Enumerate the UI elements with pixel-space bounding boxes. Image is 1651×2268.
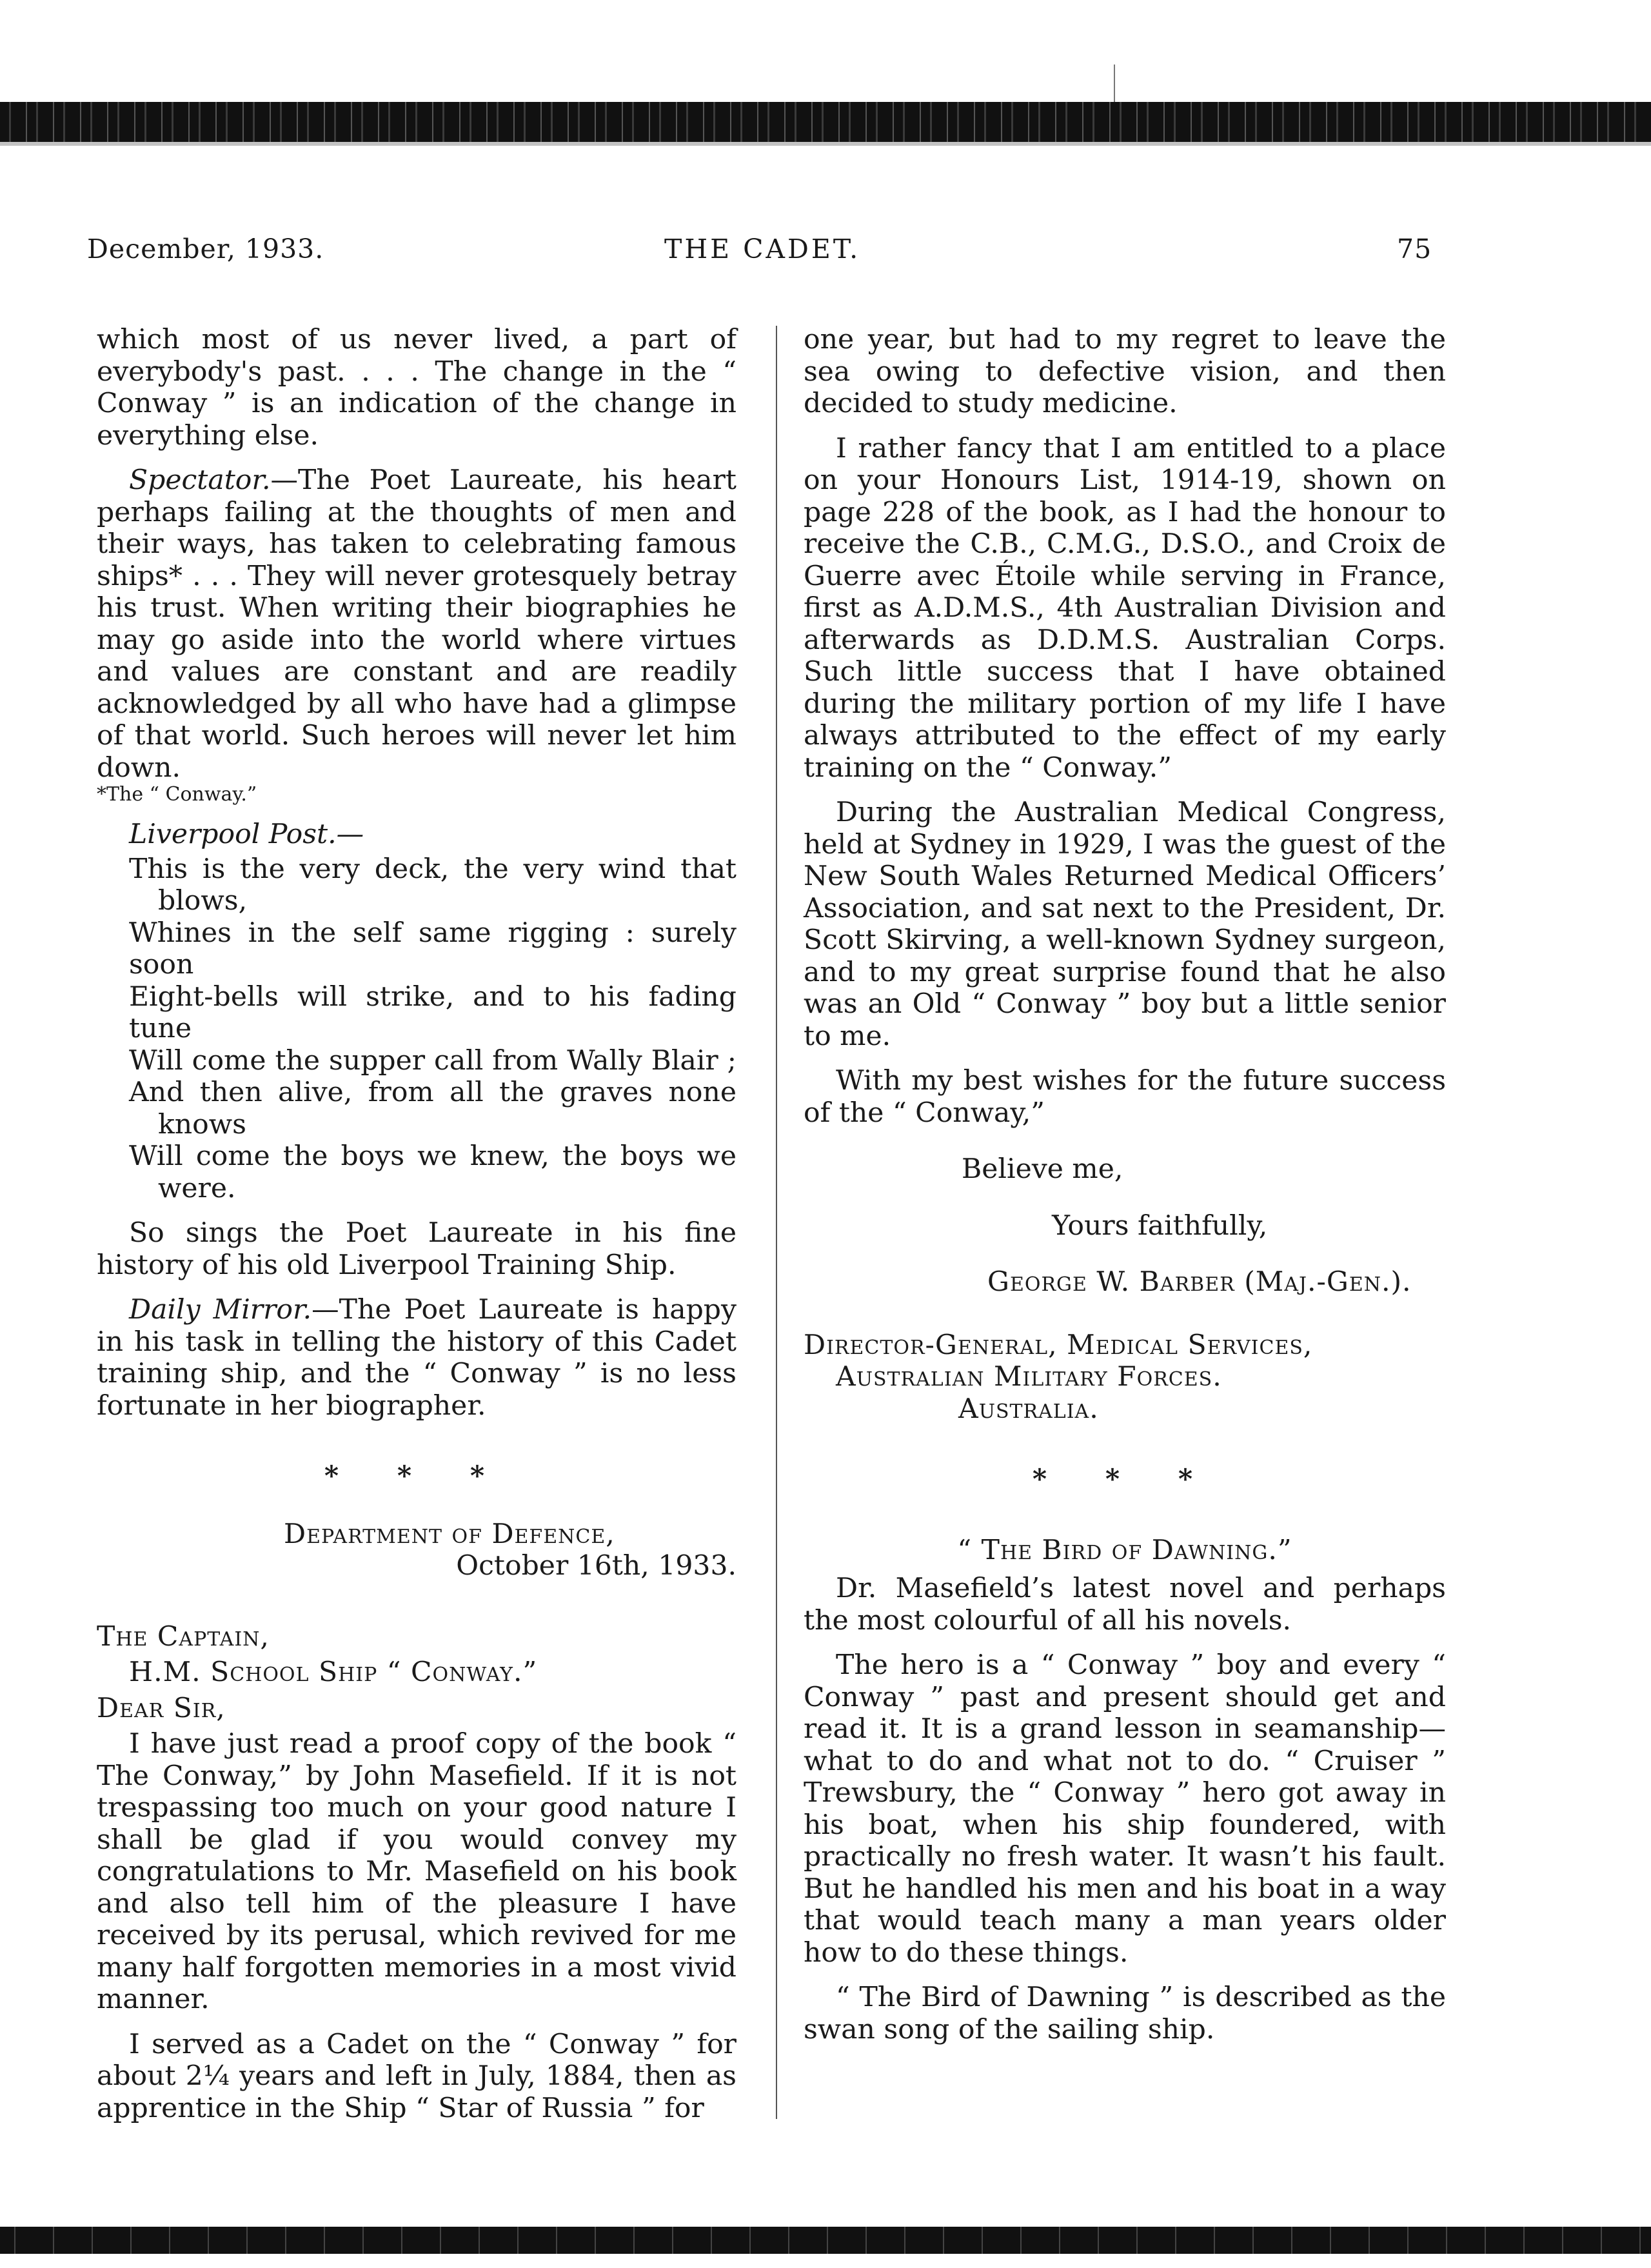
verse-line: This is the very deck, the very wind that — [129, 853, 737, 885]
quote-source-label: Liverpool Post.— — [129, 819, 364, 850]
letter-recipient-ship: H.M. School Ship “ Conway.” — [129, 1656, 538, 1688]
quote-text: —The Poet Laureate, his heart perhaps failing at the thoughts of men and their ways, has taken to celebrating famous ships* . . . They will never grotesquely betray his trust. When writing their biographies he may go aside into the world where virtues and values are constant and are readily acknowledged by all who have had a glimpse of that world. Such heroes will never let him down. — [97, 464, 737, 784]
quote-source: Daily Mirror. — [129, 1294, 312, 1326]
scan-mark — [1114, 65, 1115, 102]
signatory-title: Director-General, Medical Services, — [804, 1329, 1313, 1361]
header-date: December, 1933. — [87, 234, 324, 264]
section-separator: * * * — [324, 1460, 509, 1492]
paragraph: I served as a Cadet on the “ Conway ” for about 2¼ years and left in July, 1884, then as apprentice in the Ship “ Star of Russia ” for — [97, 2028, 737, 2124]
paragraph: During the Australian Medical Congress, held at Sydney in 1929, I was the guest of the New South Wales Returned Medical Officers’ Association, and sat next to the President, Dr. Scott Skirving, a well-known Sydney surgeon, and to my great surprise found that he also was an Old “ Conway ” boy but a little senior to me. — [804, 797, 1446, 1052]
signatory-title: Australian Military Forces. — [836, 1361, 1222, 1393]
header-title: THE CADET. — [664, 234, 861, 264]
quote-source — [97, 819, 737, 851]
section-heading: “ The Bird of Dawning.” — [957, 1534, 1292, 1566]
footnote: *The “ Conway.” — [97, 783, 257, 806]
verse-line: And then alive, from all the graves none — [129, 1077, 737, 1108]
verse-line: Will come the boys we knew, the boys we — [129, 1140, 737, 1172]
left-column — [97, 324, 737, 2124]
section-separator: * * * — [1032, 1463, 1218, 1495]
paragraph: I have just read a proof copy of the book “ The Conway,” by John Masefield. If it is not trespassing too much on your good nature I shall be glad if you would convey my congratulations to Mr. Masefield on his book and also tell him of the pleasure I have received by its perusal, which revived for me many half forgotten memories in a most vivid manner. — [97, 1728, 737, 2015]
signatory-title: Australia. — [958, 1393, 1099, 1425]
verse-line: Will come the supper call from Wally Blair ; — [129, 1044, 737, 1077]
paragraph: So sings the Poet Laureate in his fine history of his old Liverpool Training Ship. — [97, 1217, 737, 1281]
paragraph: I rather fancy that I am entitled to a place on your Honours List, 1914-19, shown on page 228 of the book, as I had the honour to receive the C.B., C.M.G., D.S.O., and Croix de Guerre avec Étoile while serving in France, first as A.D.M.S., 4th Australian Division and afterwards as D.D.M.S. Australian Corps. Such little success that I have obtained during the military portion of my life I have always attributed to the effect of my early training on the “ Conway.” — [804, 432, 1446, 784]
letter-signature: George W. Barber (Maj.-Gen.). — [987, 1266, 1412, 1298]
top-border-rule — [0, 102, 1651, 142]
paragraph: The hero is a “ Conway ” boy and every “ Conway ” past and present should get and read it. It is a grand lesson in seamanship—what to do and what not to do. “ Cruiser ” Trewsbury, the “ Conway ” hero got away in his boat, when his ship foundered, with practically no fresh water. It wasn’t his fault. But he handled his men and his boat in a way that would teach many a man years older how to do these things. — [804, 1649, 1446, 1969]
verse-line: knows — [158, 1108, 246, 1140]
paragraph: “ The Bird of Dawning ” is described as the swan song of the sailing ship. — [804, 1982, 1446, 2045]
right-column — [804, 324, 1446, 2045]
verse-line: blows, — [158, 885, 248, 917]
verse-line: Whines in the self same rigging : surely soon — [129, 917, 737, 980]
letter-closing: Believe me, — [962, 1153, 1123, 1185]
verse — [97, 853, 737, 1205]
letter-date: October 16th, 1933. — [456, 1550, 737, 1582]
quote-text: —The Poet Laureate is happy in his task in telling the history of this Cadet training ship, and the “ Conway ” is no less fortunate in her biographer. — [97, 1294, 737, 1422]
daily-mirror-quote — [97, 1294, 737, 1422]
verse-line: Eight-bells will strike, and to his fading tune — [129, 980, 737, 1044]
page-number: 75 — [1397, 234, 1432, 264]
paragraph: which most of us never lived, a part of everybody's past. . . . The change in the “ Conway ” is an indication of the change in everything else. — [97, 324, 737, 452]
letter-recipient: The Captain, — [97, 1620, 270, 1653]
bottom-border-rule — [0, 2227, 1651, 2254]
paragraph: With my best wishes for the future success of the “ Conway,” — [804, 1065, 1446, 1129]
column-divider — [776, 326, 777, 2119]
letter-sender: Department of Defence, — [284, 1518, 615, 1550]
paragraph: Dr. Masefield’s latest novel and perhaps the most colourful of all his novels. — [804, 1573, 1446, 1636]
spectator-quote — [97, 464, 737, 784]
quote-source: Spectator. — [129, 464, 271, 496]
verse-line: were. — [158, 1172, 236, 1204]
paragraph: one year, but had to my regret to leave the sea owing to defective vision, and then decided to study medicine. — [804, 324, 1446, 419]
letter-salutation: Dear Sir, — [97, 1692, 226, 1724]
letter-closing: Yours faithfully, — [1052, 1209, 1268, 1242]
